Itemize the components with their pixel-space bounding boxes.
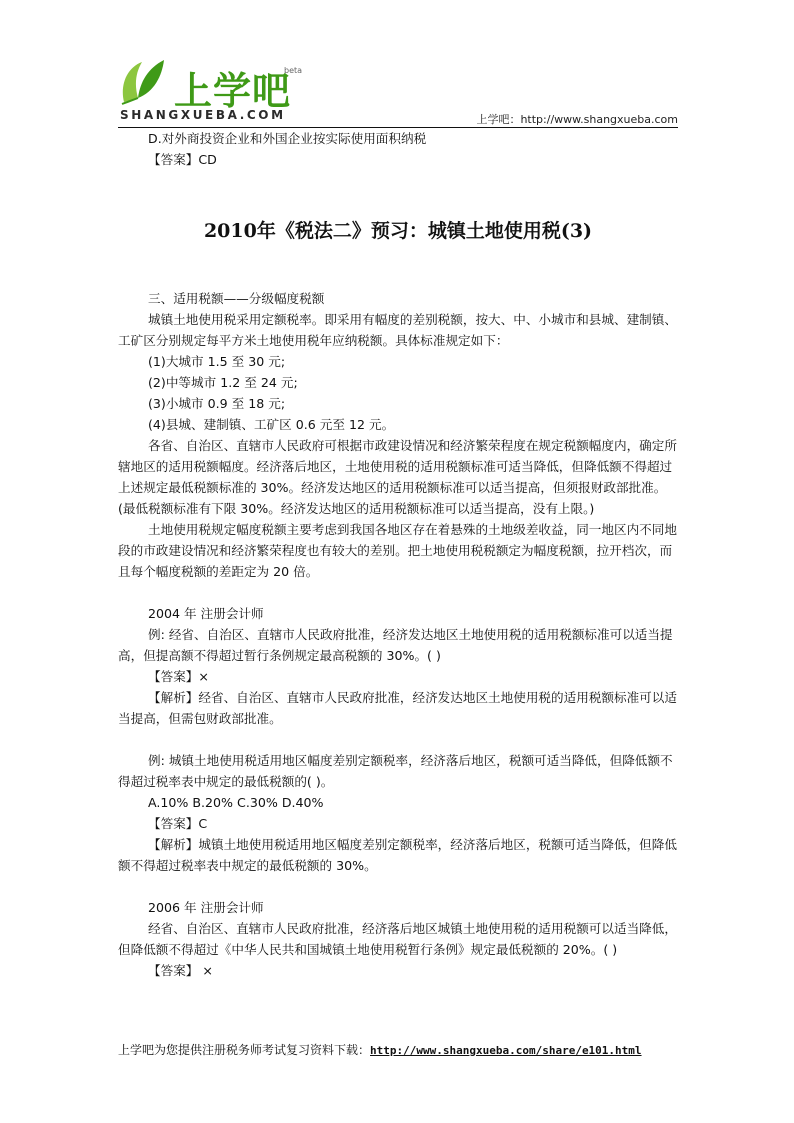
leaf-logo-icon [118,58,168,106]
site-url[interactable]: 上学吧：http://www.shangxueba.com [476,113,678,126]
example-answer: 【答案】C [148,816,208,831]
footer [118,1041,642,1058]
rate-item-1: (1)大城市 1.5 至 30 元; [148,354,286,369]
q2004-answer: 【答案】× [148,669,209,684]
option-d-line: D.对外商投资企业和外国企业按实际使用面积纳税 [148,131,427,146]
rate-item-4: (4)县城、建制镇、工矿区 0.6 元至 12 元。 [148,417,395,432]
shangxueba-logo[interactable] [118,56,318,126]
example-options: A.10% B.20% C.30% D.40% [148,795,324,810]
q2004-analysis: 【解析】经省、自治区、直辖市人民政府批准，经济发达地区土地使用税的适用税额标准可以适当提高，但需包财政部批准。 [118,690,677,726]
rate-item-2: (2)中等城市 1.2 至 24 元; [148,375,298,390]
page-title: 2010年《税法二》预习：城镇土地使用税(3) [203,220,593,242]
intro-paragraph: 城镇土地使用税采用定额税率。即采用有幅度的差别税额，按大、中、小城市和县城、建制镇、工矿区分别规定每平方米土地使用税年应纳税额。具体标准规定如下： [118,312,677,348]
logo-domain: SHANGXUEBA.COM [120,108,286,122]
section-heading: 三、适用税额——分级幅度税额 [148,291,325,306]
q2006-heading: 2006 年 注册会计师 [148,900,264,915]
paragraph-1: 各省、自治区、直辖市人民政府可根据市政建设情况和经济繁荣程度在规定税额幅度内，确定所辖地区的适用税额幅度。经济落后地区，土地使用税的适用税额标准可适当降低，但降低额不得超过上述规定最低税额标准的 30%。经济发达地区的适用税额标准可以适当提高，但须报财政部批准。(最低税额标准有下限 30%。经济发达地区的适用税额标准可以适当提高，没有上限。) [118,438,677,516]
q2004-heading: 2004 年 注册会计师 [148,606,264,621]
q2006-answer: 【答案】 × [148,963,213,978]
paragraph-2: 土地使用税规定幅度税额主要考虑到我国各地区存在着悬殊的土地级差收益，同一地区内不同地段的市政建设情况和经济繁荣程度也有较大的差别。把土地使用税税额定为幅度税额，拉开档次，而且每个幅度税额的差距定为 20 倍。 [118,522,677,579]
example-analysis: 【解析】城镇土地使用税适用地区幅度差别定额税率，经济落后地区，税额可适当降低，但降低额不得超过税率表中规定的最低税额的 30%。 [118,837,677,873]
q2004-question: 例: 经省、自治区、直辖市人民政府批准，经济发达地区土地使用税的适用税额标准可以适当提高，但提高额不得超过暂行条例规定最高税额的 30%。( ) [118,627,673,663]
rate-item-3: (3)小城市 0.9 至 18 元; [148,396,286,411]
answer-line: 【答案】CD [148,152,217,167]
logo-text: 上学吧 [174,69,292,113]
example-question: 例: 城镇土地使用税适用地区幅度差别定额税率，经济落后地区，税额可适当降低，但降低额不得超过税率表中规定的最低税额的( )。 [118,753,673,789]
footer-download-link[interactable]: http://www.shangxueba.com/share/e101.html [370,1044,642,1057]
main-content [118,288,678,981]
footer-text: 上学吧为您提供注册税务师考试复习资料下载： [118,1043,371,1057]
logo-beta-label: beta [284,66,303,75]
q2006-question: 经省、自治区、直辖市人民政府批准，经济落后地区城镇土地使用税的适用税额可以适当降低，但降低额不得超过《中华人民共和国城镇土地使用税暂行条例》规定最低税额的 20%。( ) [118,921,677,957]
top-lines [118,128,678,170]
